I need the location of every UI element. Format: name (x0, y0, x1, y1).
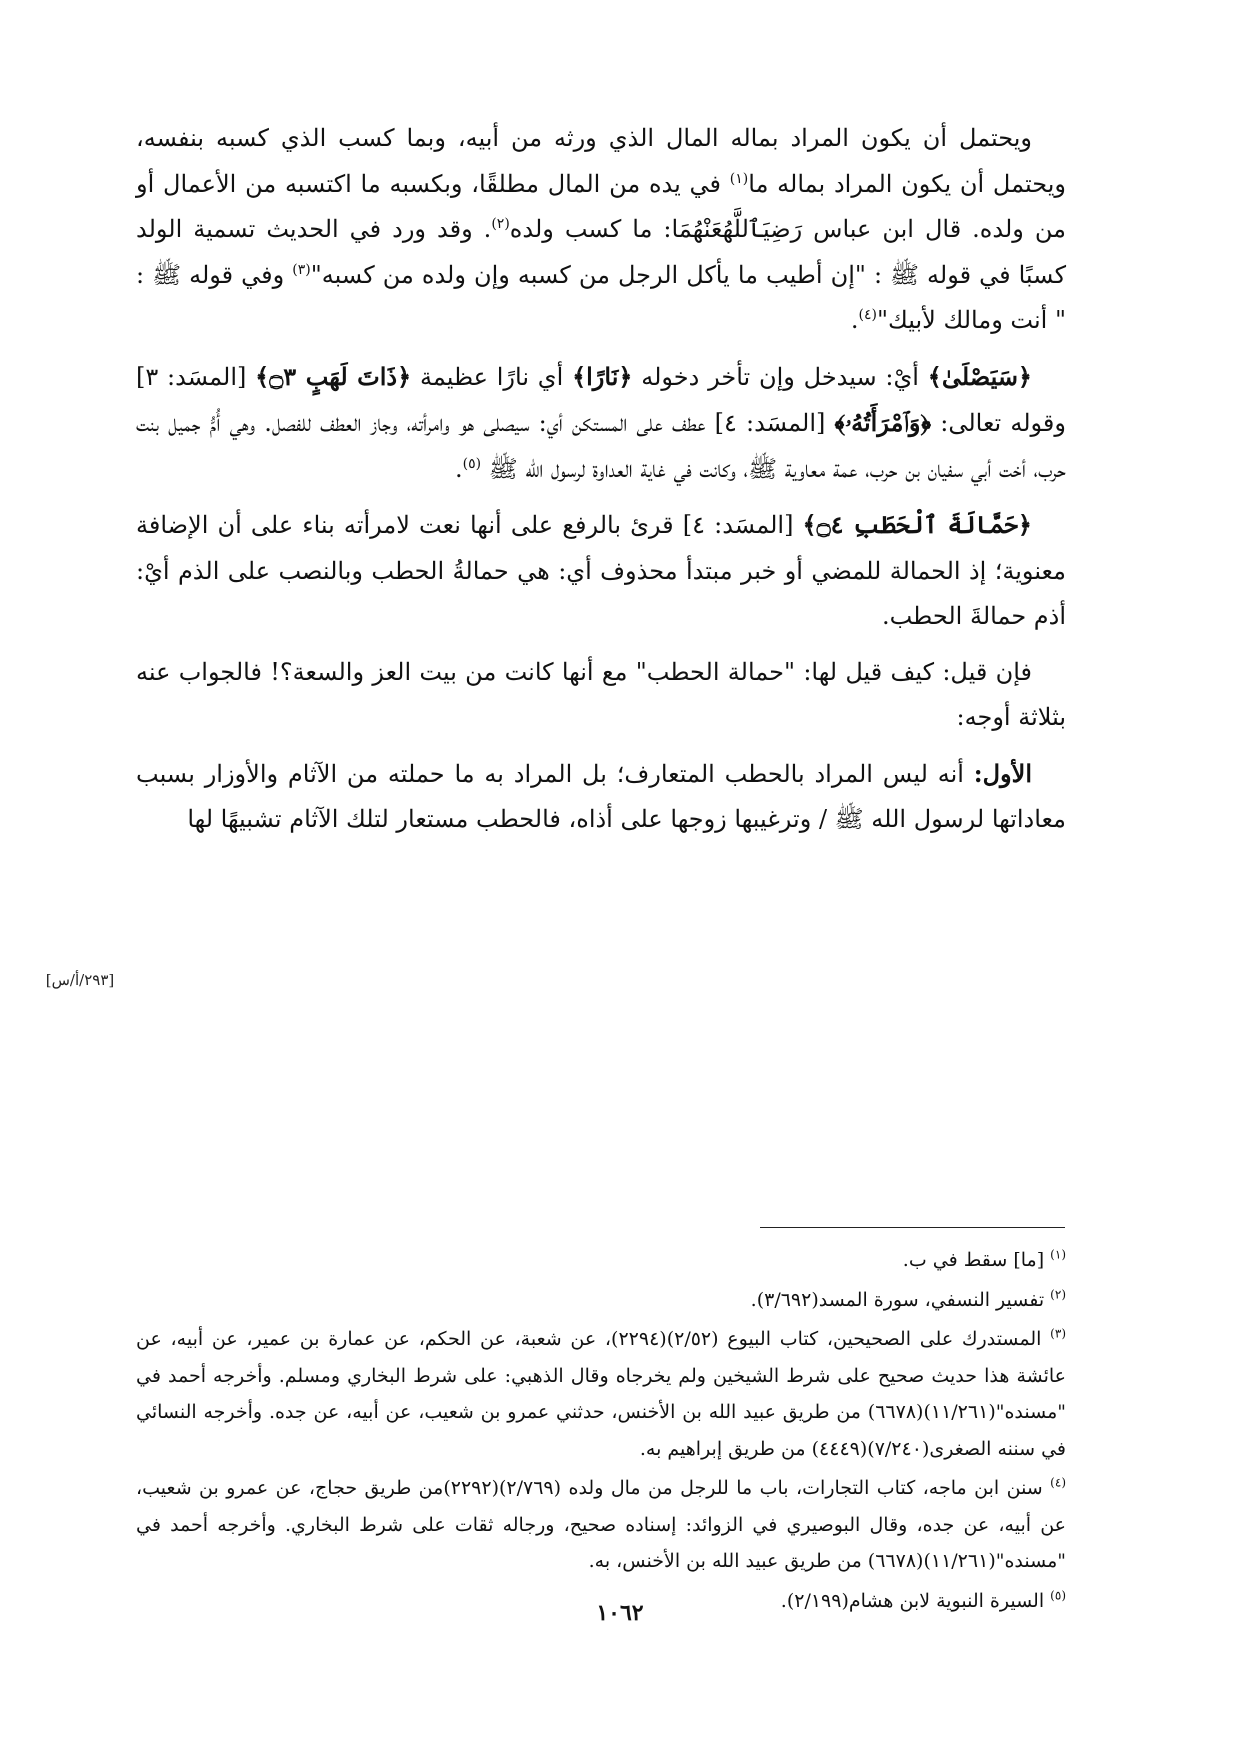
main-text (136, 116, 1066, 853)
footnote-number: (١) (1050, 1247, 1066, 1262)
footnote-ref-3[interactable]: (٣) (292, 261, 311, 278)
footnote-text: المستدرك على الصحيحين، كتاب البيوع (٢/٥٢)(٢٢٩٤)، عن شعبة، عن الحكم، عن عمارة بن عمير، عن أبيه، عن عائشة هذا حديث صحيح على شرط الشيخين ولم يخرجاه وقال الذهبي: على شرط البخاري ومسلم. وأخرجه أحمد في "مسنده"(١١/٢٦١)(٦٦٧٨) من طريق عبيد الله بن الأخنس، حدثني عمرو بن شعيب، عن أبيه، عن جده. وأخرجه النسائي في سننه الصغرى(٧/٢٤٠)(٤٤٤٩) من طريق إبراهيم به. (136, 1328, 1066, 1460)
paragraph-2 (136, 354, 1066, 493)
footnote-text: السيرة النبوية لابن هشام(٢/١٩٩). (780, 1589, 1045, 1612)
paragraph-3 (136, 502, 1066, 640)
footnote (136, 1321, 1066, 1467)
footnote-number: (٢) (1050, 1287, 1066, 1302)
footnote-text: [ما] سقط في ب. (902, 1249, 1045, 1271)
footnote (136, 1282, 1066, 1319)
footnote-ref-2[interactable]: (٢) (491, 216, 510, 232)
footnote-number: (٥) (1050, 1588, 1066, 1603)
page-number: ١٠٦٢ (596, 1600, 644, 1626)
footnote-text: تفسير النسفي، سورة المسد(٣/٦٩٢). (750, 1288, 1045, 1311)
paragraph-1 (136, 116, 1066, 344)
text-run: [المسَد: ٤] قرئ بالرفع على أنها نعت لامرأته بناء على أن الإضافة معنوية؛ إذ الحمالة للمضي أو خبر مبتدأ محذوف أي: هي حمالةُ الحطب وبالنصب على الذم أيْ: أذم حمالةَ الحطب. (136, 511, 1066, 630)
footnotes (136, 1242, 1066, 1622)
point-label: الأول: (973, 758, 1032, 788)
text-run: في يده من المال مطلقًا، وبكسبه ما اكتسبه من الأعمال أو من ولده. قال ابن عباس رَضِيَٱللَّهُعَنْهُمَا: ما كسب ولده (136, 169, 1067, 243)
footnote-number: (٤) (1050, 1475, 1066, 1490)
footnote-separator (760, 1227, 1065, 1228)
text-run: أي نارًا عظيمة (411, 362, 573, 391)
footnote-ref-5[interactable]: (٥) (462, 455, 482, 472)
text-run: [المسَد: ٤] عطف على المستكن أي: سيصلى هو وامرأته، وجاز العطف للفصل. وهي أُمُّ جميل بنت حرب، أخت أبي سفيان بن حرب، عمة معاوية ﷺ، وكانت في غاية العداوة لرسول الله ﷺ (136, 409, 1066, 483)
text-run: [المسَد: ٣] وقوله تعالى: (136, 362, 1066, 437)
text-run: وفي قوله ﷺ : " أنت ومالك لأبيك" (136, 260, 1066, 334)
text-run: أنه ليس المراد بالحطب المتعارف؛ بل المراد به ما حملته من الآثام والأوزار بسبب معاداتها لرسول الله ﷺ / وترغيبها زوجها على أذاه، فالحطب مستعار لتلك الآثام تشبيهًا لها (136, 759, 1066, 833)
text-run: فإن قيل: كيف قيل لها: "حمالة الحطب" مع أنها كانت من بيت العز والسعة؟! فالجواب عنه بثلاثة أوجه: (136, 657, 1066, 731)
footnote-ref-4[interactable]: (٤) (858, 307, 877, 323)
paragraph-4 (136, 650, 1066, 741)
text-run: أيْ: سيدخل وإن تأخر دخوله (632, 362, 928, 391)
paragraph-5 (136, 751, 1066, 843)
manuscript-folio-note: [٢٩٣/أ/س] (45, 971, 115, 989)
quran-verse: ﴿سَيَصْلَىٰ﴾ (927, 361, 1032, 391)
footnote (136, 1470, 1066, 1580)
footnote (136, 1242, 1066, 1279)
quran-verse: ﴿نَارًا﴾ (572, 361, 633, 391)
text-run: ويحتمل أن يكون المراد بماله المال الذي ورثه من أبيه، وبما كسب الذي كسبه بنفسه، ويحتمل أن يكون المراد بماله ما (136, 124, 1066, 198)
footnote-ref-1[interactable]: (١) (729, 170, 749, 187)
quran-verse: ﴿حَمَّالَةَ ٱلْحَطَبِ ۝٤﴾ (802, 510, 1032, 539)
text-run: . (850, 306, 859, 334)
footnote-text: سنن ابن ماجه، كتاب التجارات، باب ما للرجل من مال ولده (٢/٧٦٩)(٢٢٩٢)من طريق حجاج، عن عمرو بن شعيب، عن أبيه، عن جده، وقال البوصيري في الزوائد: إسناده صحيح، ورجاله ثقات على شرط البخاري. وأخرجه أحمد في "مسنده"(١١/٢٦١)(٦٦٧٨) من طريق عبيد الله بن الأخنس، به. (136, 1477, 1067, 1572)
footnote-number: (٣) (1050, 1326, 1066, 1341)
text-run: . (455, 454, 463, 483)
quran-verse: ﴿وَٱمْرَأَتُهُۥ﴾ (834, 408, 932, 437)
text-run: . وقد ورد في الحديث تسمية الولد كسبًا في قوله ﷺ : "إن أطيب ما يأكل الرجل من كسبه وإن ولده من كسبه" (136, 215, 1066, 289)
quran-verse: ﴿ذَاتَ لَهَبٍ ۝٣﴾ (255, 361, 412, 391)
